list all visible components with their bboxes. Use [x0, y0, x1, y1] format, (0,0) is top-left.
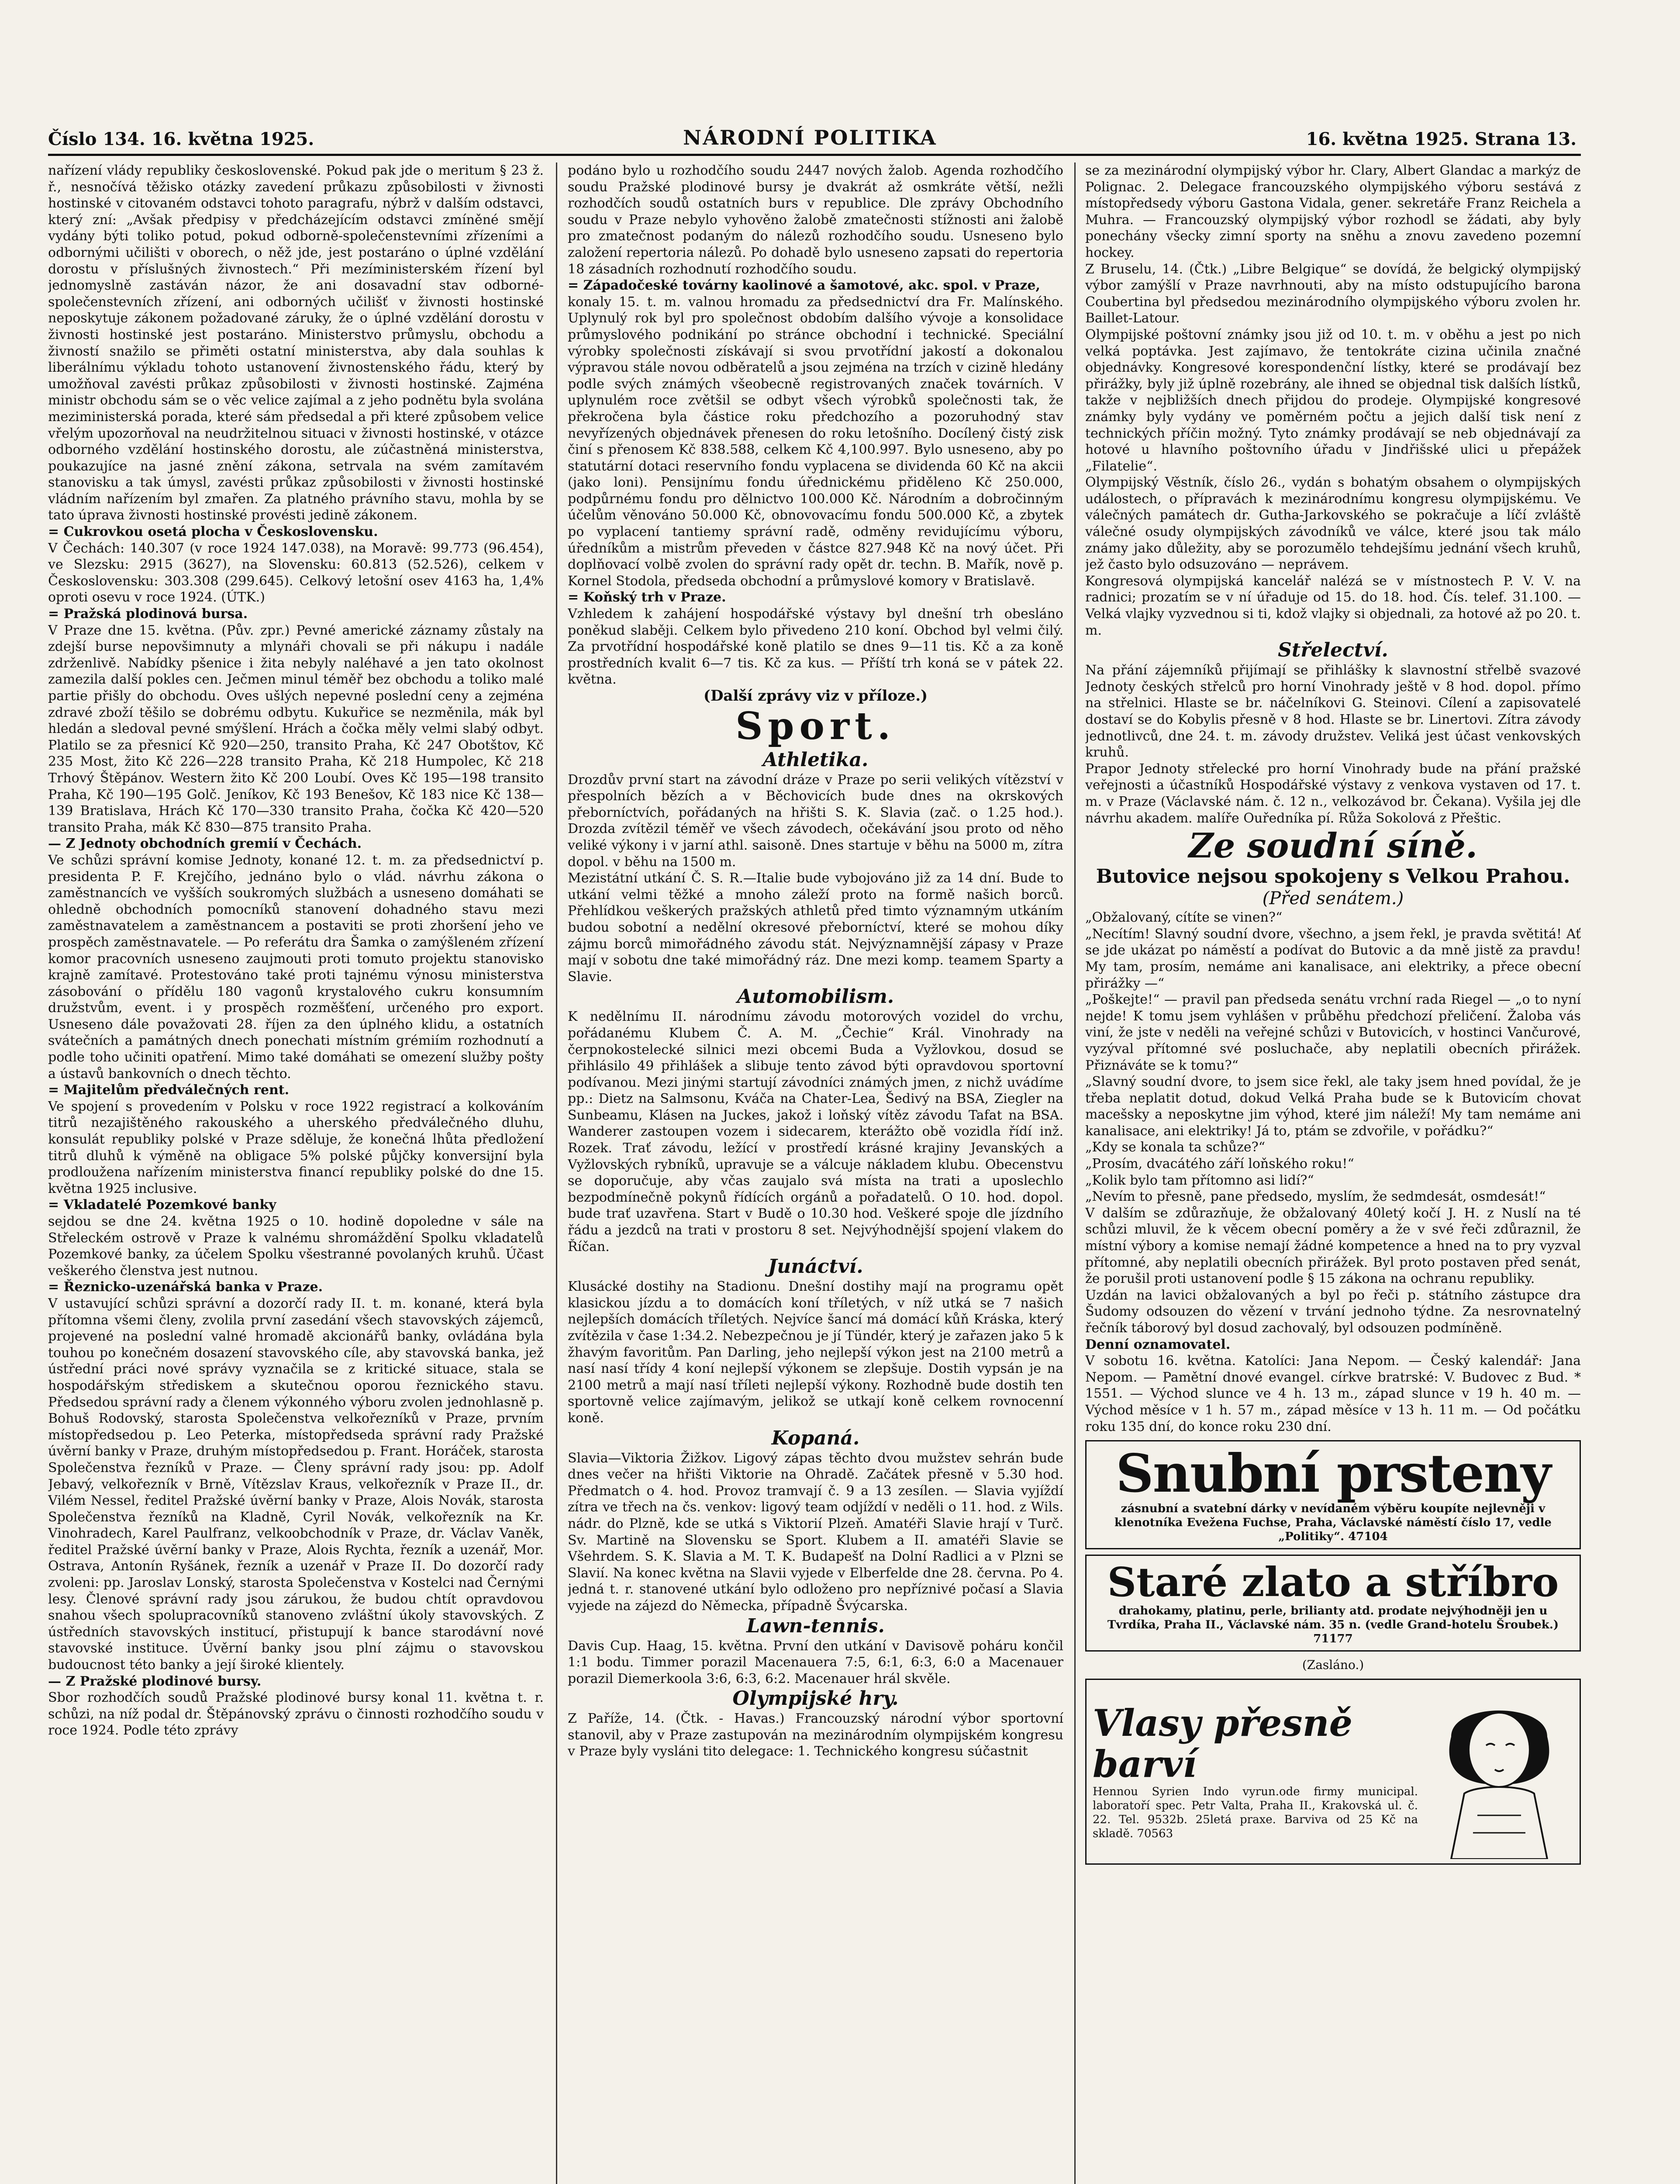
ad-old-gold — [1085, 1555, 1581, 1652]
article-paragraph: „Kdy se konala ta schůze?“ — [1085, 1140, 1266, 1155]
article-paragraph: Ve spojení s provedením v Polsku v roce 1922 registrací a kolkováním titrů nezajištěného rakouského a uherského předválečného dluhu, konsulát republiky polské v Praze sděluje, že konečná lhůta předložení titrů dluhů k výměně na obligace 5% polské půjčky konversijní byla prodloužena nařízením ministerstva financí republiky polské do dne 15. května 1925 inclusive. — [48, 1099, 544, 1196]
article-paragraph: „Necítím! Slavný soudní dvore, všechno, a jsem řekl, je pravda světitá! Ať se jde ukázat po náměstí a podívat do Butovic a da mně jistě za pravdu! My tam, prosím, nemáme ani kanalisace, ani elektriky, a přece obecní přirážky —“ — [1085, 926, 1581, 991]
article-sub: Junáctví. — [768, 1255, 863, 1278]
article-h: = Západočeské továrny kaolinové a šamotové, akc. spol. v Praze, — [568, 278, 1040, 294]
article-paragraph: Olympijský Věstník, číslo 26., vydán s bohatým obsahem o olympijských událostech, o přípravách k mezinárodnímu kongresu olympijskému. Ve válečných památech dr. Gutha-Jarkovského se pokračuje a líčí zvláště válečné osudy olympijských závodníků ve válce, které jsou tak málo známy jako důležity, aby se porozumělo tehdejšímu jednání všech kruhů, jež často bylo odsuzováno — neprávem. — [1085, 475, 1581, 573]
article-paragraph: Vzhledem k zahájení hospodářské výstavy byl dnešní trh obesláno poněkud slaběji. Celkem bylo přivedeno 210 koní. Obchod byl velmi čilý. Za prvotřídní hospodářské koně platilo se dnes 9—11 tis. Kč a za koně prostředních kvalit 6—7 tis. Kč za kus. — Příští trh koná se v pátek 22. května. — [568, 606, 1063, 688]
article-sub: Athletika. — [762, 748, 869, 771]
article-paragraph: Olympijské poštovní známky jsou již od 10. t. m. v oběhu a jest po nich velká poptávka. Jest zajímavo, že tentokráte cizina učinila značné objednávky. Kongresové korespondenční lístky, které se prodávají bez přirážky, byly již úplně rozebrány, ale ihned se objednal tisk dalších lístků, takže v nejbližších dnech přijdou do prodeje. Olympijské kongresové známky byly vydány ve poměrném počtu a jejich další tisk není z technických příčin možný. Tyto známky prodávají se neb objednávají za hotové u hlavního poštovního úřadu v Jindřišské ulici u přepážek „Filatelie“. — [1085, 327, 1581, 474]
woman-illustration-icon — [1425, 1684, 1573, 1859]
article-sub: Střelectví. — [1278, 639, 1388, 662]
article-paragraph: V Čechách: 140.307 (v roce 1924 147.038), na Moravě: 99.773 (96.454), ve Slezsku: 2915 (3627), na Slovensku: 60.813 (52.526), celkem v Československu: 303.308 (299.645). Celkový letošní osev 4163 ha, 1,4% oproti osevu v roce 1924. (ÚTK.) — [48, 540, 544, 605]
column-1 — [48, 162, 544, 2184]
article-paragraph: Z Bruselu, 14. (Čtk.) „Libre Belgique“ se dovídá, že belgický olympijský výbor zamýšlí v Praze navrhnouti, aby na místo odstupujícího barona Coubertina byl předsedou mezinárodního olympijského výboru zvolen hr. Baillet-Latour. — [1085, 261, 1581, 326]
article-h: = Vkladatelé Pozemkové banky — [48, 1197, 276, 1213]
article-sub: Olympijské hry. — [732, 1687, 899, 1710]
header-rule — [48, 154, 1581, 156]
article-paragraph: Mezistátní utkání Č. S. R.—Italie bude vybojováno již za 14 dní. Bude to utkání velmi těžké a mnoho záleží proto na formě našich borců. Přehlídkou veškerých pražských athletů před timto významným utkáním budou sobotní a nedělní okresové přeborníctví, které se mohou díky zájmu borců mimořádného závodu stát. Nejvýznamnější zápasy v Praze mají v sobotu dne také mimořádný ráz. Dne mezi komp. teamem Sparty a Slavie. — [568, 871, 1063, 985]
ad-hair-text-block — [1093, 1703, 1418, 1841]
ad-rings-text: zásnubní a svatební dárky v nevídaném výběru koupíte nejlevněji v klenotníka Eveženа Fuchse, Praha, Václavské náměstí číslo 17, vedle „Politiky“. 47104 — [1114, 1502, 1552, 1544]
column-3-text — [1085, 162, 1581, 1435]
article-h: = Cukrovkou osetá plocha v Československu. — [48, 524, 378, 540]
article-paragraph: Uzdán na lavici obžalovaných a byl po řeči p. státního zástupce dra Šudomy odsouzen do vězení v trvání jednoho týdne. Za nesrovnatelný řečník táborový byl dosud zachovalý, byl odsouzen podmíněně. — [1085, 1287, 1581, 1336]
article-paragraph: „Poškejte!“ — pravil pan předseda senátu vrchní rada Riegel — „o to nyní nejde! K tomu jsem vyhlášen v průběhu předchozí přeličení. Žaloba vás viní, že jste v neděli na veřejné schůzi v Butovicích, v hostinci Vančurové, vyzýval přítomné své posluchače, aby neplatili obecních přirážek. Přiznáváte se k tomu?“ — [1085, 992, 1581, 1073]
article-paragraph: „Kolik bylo tam přítomno asi lidí?“ — [1085, 1172, 1314, 1188]
article-paragraph: „Obžalovaný, cítíte se vinen?“ — [1085, 910, 1283, 926]
article-paragraph: V Praze dne 15. května. (Pův. zpr.) Pevné americké záznamy zůstaly na zdejší burse nepovšimnuty a mlynáři chovali se při nákupu i nadále zdrženlivě. Nabídky pšenice i žita nebyly naléhavé a jen tato okolnost zamezila další pokles cen. Ječmen minul téměř bez obchodu a toliko malé partie přišly do obchodu. Oves ušlých nepevné poslední ceny a zejména zdravé zboží těšilo se dobrému odbytu. Kukuřice se nezměnila, mák byl hledán a sledoval pevné smýšlení. Hrách a čočka měly velmi slabý odbyt. Platilo se za přesnicí Kč 920—250, transito Praha, Kč 247 Obotštov, Kč 235 Most, žito Kč 226—228 transito Praha, Kč 218 Humpolec, Kč 218 Trhový Štěpánov. Western žito Kč 200 Loubí. Oves Kč 195—198 transito Praha, Kč 190—195 Golč. Jeníkov, Kč 193 Benešov, Kč 183 nice Kč 138—139 Bratislava, Hrách Kč 170—330 transito Praha, čočka Kč 420—520 transito Praha, mák Kč 830—875 transito Praha. — [48, 622, 544, 835]
article-sub: Automobilism. — [737, 985, 894, 1008]
article-note: (Další zprávy viz v příloze.) — [703, 687, 928, 705]
article-paragraph: Ve schůzi správní komise Jednoty, konané 12. t. m. za předsednictví p. presidenta P. F. Krejčího, jednáno bylo o vlád. návrhu zákona o zaměstnancích ve vyšších soukromých službách a usneseno domáhati se ohledně obchodních pomocníků stanovení dohadného stavu mezi zaměstnavatelem a zaměstnancem a postaviti se proti zhoršení jeho ve prospěch zaměstnavatele. — Po referátu dra Šamka o zamýšleném zřízení komor pracovních usneseno zaujmouti proti tomuto projektu stanovisko krajně zamítavé. Protestováno také proti tajnému výnosu ministerstva zásobování o přídělu 180 vagonů krystalového cukru konsumním družstvům, event. i y prospěch rozměšťení, určeného pro export. Usneseno dále považovati 28. říjen za den úplného klidu, a ostatních svátečních a památných dnech ponechati místním grémiím rozhodnutí a podle toho učiniti opatření. Mimo také domáhati se omezení služby pošty a ústavů bankovních o dnech těchto. — [48, 852, 544, 1082]
article-paragraph: se za mezinárodní olympijský výbor hr. Clary, Albert Glandac a markýz de Polignac. 2. Delegace francouzského olympijského výboru sestává z místopředsedy výboru Gastona Vidala, gener. sekretáře Franz Reichela a Muhra. — Francouzský olympijský výbor rozhodl se žádati, aby byly ponechány všecky zimní sporty na sněhu a znovu zavedeno pozemní hockey. — [1085, 163, 1581, 260]
column-divider — [1074, 162, 1076, 2184]
column-divider — [556, 162, 557, 2184]
article-paragraph: „Slavný soudní dvore, to jsem sice řekl, ale taky jsem hned povídal, že je třeba neplatit dotud, dokud Velká Praha bude se k Butovicím chovat macešsky a neposkytne jim výhod, které jim náleží! My tam nemáme ani kanalisace, ani elektriky! Já to, ptám se zdvořile, v pořádku?“ — [1085, 1074, 1581, 1139]
article-h: = Pražská plodinová bursa. — [48, 606, 248, 622]
article-h: Denní oznamovatel. — [1085, 1337, 1231, 1352]
ad-hair-title: Vlasy přesně barví — [1093, 1701, 1353, 1786]
article-paragraph: Klusácké dostihy na Stadionu. Dnešní dostihy mají na programu opět klasickou jízdu a to domácích koní tříletých, v níž utká se 7 našich nejlepších domácích tříletých. Nejvíce šancí má domácí kůň Kráska, který zvítězila v čase 1:34.2. Nebezpečnou je jí Tündér, který je zařazen jako 5 k žhavým favoritům. Pan Darling, jeho nejlepší výkon jest na 2100 metrů a nasí nasí třídy 4 koní nejlepší výkonem se zlepšuje. Dostih vypsán je na 2100 metrů a mají nasí tříleti nejlepší výkony. Rozhodně bude dostih ten sportovně velice zajímavým, jelikož se utkají koně celkem rovnocenní koně. — [568, 1279, 1063, 1426]
article-paragraph: K nedělnímu II. národnímu závodu motorových vozidel do vrchu, pořádanému Klubem Č. A. M. „Čechie“ Král. Vinohrady na čerpnokostelecké silnici mezi obcemi Buda a Vyžlovkou, dosud se přihlásilo 49 přihlášek a slibuje tento závod býti opravdovou sportovní podívanou. Mezi jinými startují závodníci známých jmen, z nichž uvádíme pp.: Dietz na Salmsonu, Kváča na Chater-Lea, Šedivý na BSA, Ziegler na Sunbeamu, Klásen na Juckes, jakož i loňský vítěz závodu Tafat na BSA. Wanderer zastoupen vozem i sidecarem, kterážto obě vozidla řídí inž. Rozek. Trať závodu, ležící v prostředí krásné krajiny Jevanských a Vyžlovských rybníků, upravuje se a válcuje nákladem klubu. Obecenstvu se doporučuje, aby včas zaujalo svá místa na trati a uposlechlo bezpodmínečně pokynů řídících orgánů a pořadatelů. O 10. hod. dopol. bude trať uzavřena. Start v Budě o 10.30 hod. Veškeré spoje dle jízdního řádu a jezdců na trati v prostoru 8 set. Nejvýhodnější spojení vlakem do Říčan. — [568, 1009, 1063, 1254]
article-paragraph: konaly 15. t. m. valnou hromadu za předsednictví dra Fr. Malínského. Uplynulý rok byl pro společnost obdobím dalšího vývoje a konsolidace průmyslového podnikání po stránce obchodní i technické. Speciální výrobky společnosti získávají si svou prvotřídní jakostí a dokonalou výpravou stále novou odběratelů a jsou zejména na trzích v cizině hledány podle svých známých všeobecně registrovaných značek továrních. V uplynulém roce zvětšil se odbyt všech výrobků společnosti tak, že překročena byla částice roku předchozího a pozoruhodný stav nevyřízených objednávek přenesen do roku letošního. Docílený čistý zisk činí s přenosem Kč 838.588, celkem Kč 4,100.997. Bylo usneseno, aby po statutární dotaci reservního fondu vyplacena se dividenda 60 Kč na akcii (jako loni). Pensijnímu fondu úřednickému přiděleno Kč 250.000, podpůrnému fondu pro dělnictvo 100.000 Kč. Národním a dobročinným účelům věnováno 50.000 Kč, obnovovacímu fondu 500.000 Kč, a zbytek po vyplacení tantiemy správní radě, odměny revidujícímu výboru, úředníkům a mistrům převeden v částce 827.948 Kč na nový účet. Při doplňovací volbě zvolen do správní rady opět dr. techn. B. Mařík, nově p. Kornel Stodola, předseda obchodní a průmyslové komory v Bratislavě. — [568, 294, 1063, 589]
article-paragraph: nařízení vlády republiky československé. Pokud pak jde o meritum § 23 ž. ř., nesnočívá těžisko otázky zavedení průkazu způsobilosti v živnosti hostinské v citovaném odstavci tohoto paragrafu, nýbrž v dalším odstavci, který zní: „Avšak předpisy v předcházejícím odstavci zmíněné smějí vydány býti toliko potud, pokud odborně-společenstevními zřízeními a odbornými učilišti v oborech, o něž jde, jest postaráno o úplné vzdělání dorostu v příslušných živnostech.“ Při mezíministerském řízení byl jednomyslně zastáván názor, že ani dosavadní stav odborné-společenstevních zřízení, ani odborných učilišť v živnosti hostinské neposkytuje zákonem požadované záruky, že o úplné vzdělání dorostu v živnosti hostinské jest postaráno. Ministerstvo průmyslu, obchodu a živností snažilo se přiměti ostatní ministerstva, aby dala souhlas k liberálnímu výkladu tohoto ustanovení živnostenského řádu, který by umožňoval zavésti průkaz způsobilosti v živnosti hostinské. Zajména ministr obchodu sám se o věc velice zajímal a z jeho podnětu byla svolána meziministerská porada, které sám předsedal a při které způsobem velice vřelým upozorňoval na neudržitelnou situaci v živnosti hostinské, v otázce odborného vzdělání hostinského dorostu, ale zúčastněná ministerstva, poukazujíce na jasné znění zákona, setrvala na svém zamítavém stanovisku a tak úmysl, zavésti průkaz způsobilosti v živnosti hostinské vládním nařízením byl zmařen. Za platného právního stavu, mohla by se tato úprava živnosti hostinské provésti jedině zákonem. — [48, 163, 544, 523]
article-sub: Kopaná. — [771, 1427, 860, 1449]
ad-gold-text: drahokamy, platinu, perle, briliantу atd. prodate nejvýhodněji jen u Tvrdíka, Praha II., Václavské nám. 35 n. (vedle Grand-hotelu Šroubek.) 71177 — [1107, 1604, 1559, 1646]
article-paragraph: Z Paříže, 14. (Čtk. - Havas.) Francouzský národní výbor sportovní stanovil, aby v Praze zastupován na mezinárodním olympijském kongresu v Praze byly vysláni tito delegace: 1. Technického kongresu súčastnit — [568, 1711, 1063, 1759]
article-h: — Z Pražské plodinové bursy. — [48, 1673, 262, 1689]
article-paragraph: Na přání zájemníků přijímají se přihlášky k slavnostní střelbě svazové Jednoty českých střelců pro horní Vinohrady ještě v 8 hod. dopol. přímo na střelnici. Hlaste se br. náčelníkovi G. Steinovi. Cílení a zapisovatelé dostaví se do Kobylis přesně v 8 hod. Hlaste se br. Linertovi. Zítra závody jednotlivců, dne 24. t. m. závody družstev. Veliká jest účast venkovských kruhů. — [1085, 663, 1581, 760]
column-3 — [1085, 162, 1581, 2184]
article-paragraph: V ustavující schůzi správní a dozorčí rady II. t. m. konané, která byla přítomna všemi členy, zvolila první zasedání všech stavovských zájemců, projevené na poslední valné hromadě akcionářů banky, ovládána byla touhou po konečném dosazení stavovského cíle, aby stavovská banka, jež ústřední práci nové správy vyznačila se z kritické situace, stala se hospodářským střediskem a skutečnou oporou řeznického stavu. Předsedou správní rady a členem výkonného výboru zvolen jednohlasně p. Bohuš Rodovský, starosta Společenstva velkořezníků v Praze, prvním místopředsedou p. Leo Peterka, místopředseda správní rady Pražské úvěrní banky v Praze, druhým místopředsedou p. Frant. Horáček, starosta Společenstva řezníků v Praze. — Členy správní rady jsou: pp. Adolf Jebavý, velkořezník v Brně, Vítězslav Kraus, velkořezník v Praze II., dr. Vilém Nessel, ředitel Pražské úvěrní banky v Praze, Alois Novák, starosta Společenstva řezníků na Kladně, Cyril Novák, velkořezník na Kr. Vinohradech, Karel Paulfranz, velkoobchodník v Praze, dr. Václav Vaněk, ředitel Pražské úvěrní banky v Praze, Alois Rychta, řezník a uzenář, Mor. Ostrava, Antonín Ryšánek, řezník a uzenář v Praze II. Do dozorčí rady zvoleni: pp. Jaroslav Lonský, starosta Společenstva v Kostelci nad Černými lesy. Členové správní rady jsou zárukou, že budou chtít opravdovou snahou všech spolupracovníků stanoveno zvláštní úkoly stavovských. Z ústředních stavovských institucí, přistupují k bance starodávní nové stavovské instituce. Úvěrní banky jsou plní zájmu o stavovskou budoucnost této banky a její široké klientely. — [48, 1296, 544, 1673]
sent-in-note: (Zasláno.) — [1302, 1658, 1364, 1673]
article-paragraph: V sobotu 16. května. Katolíci: Jana Nepom. — Český kalendář: Jana Nepom. — Pamětní dnové evangel. církve bratrské: V. Budovec z Bud. * 1551. — Východ slunce ve 4 h. 13 m., západ slunce v 19 h. 40 m. — Východ měsíce v 1 h. 57 m., západ měsíce v 13 h. 11 m. — Od počátku roku 135 dní, do konce roku 230 dní. — [1085, 1353, 1581, 1434]
article-paragraph: Drozdův první start na závodní dráze v Praze po serii velikých vítězství v přespolních bězích a v Běchovicích bude dnes na okrskových přeborníctvích, pořádaných na hřišti S. K. Slavia (zač. o 1.25 hod.). Drozda zvítězil téměř ve všech závodech, očekávání jsou proto od něho veliké výkony i v jarní athl. saisoně. Dnes startuje v běhu na 5000 m, zítra dopol. v běhu na 1500 m. — [568, 772, 1063, 870]
article-h: = Koňský trh v Praze. — [568, 590, 726, 605]
ad-wedding-rings — [1085, 1440, 1581, 1549]
ad-gold-title: Staré zlato a stříbro — [1107, 1559, 1559, 1606]
article-court-sub2: (Před senátem.) — [1262, 888, 1404, 909]
ad-rings-title: Snubní prsteny — [1115, 1443, 1551, 1505]
article-h: = Majitelům předválečných rent. — [48, 1082, 290, 1098]
article-paragraph: Kongresová olympijská kancelář nalézá se v místnostech P. V. V. na radnici; prozatím se v ní úřaduje od 15. do 18. hod. Čís. telef. 31.100. — Velká vlajky vyzvednou si ti, kdož vlajky si objednali, za hotové až po 20. t. m. — [1085, 573, 1581, 638]
article-court: Ze soudní síně. — [1188, 826, 1478, 866]
article-paragraph: „Prosím, dvacátého září loňského roku!“ — [1085, 1156, 1354, 1172]
article-h: = Řeznicko-uzenářská banka v Praze. — [48, 1279, 323, 1295]
column-2 — [568, 162, 1063, 2184]
masthead — [48, 123, 1577, 149]
article-paragraph: Davis Cup. Haag, 15. května. První den utkání v Davisově poháru končil 1:1 bodu. Timmer porazil Macenauera 7:5, 6:1, 6:3, 6:0 a Macenauer porazil Diemerkoola 3:6, 6:3, 6:2. Macenauer hrál skvěle. — [568, 1638, 1063, 1686]
article-paragraph: sejdou se dne 24. května 1925 o 10. hodině dopoledne v sále na Střeleckém ostrově v Praze k valnému shromáždění Spolku vkladatelů Pozemkové banky, za účelem Spolku všestranné povolaných kruhů. Účast veškerého členstva jest nutnou. — [48, 1214, 544, 1279]
article-paragraph: podáno bylo u rozhodčího soudu 2447 nových žalob. Agenda rozhodčího soudu Pražské plodinové bursy je dvakrát až osmkráte větší, nežli rozhodčích soudů ostatních burs v republice. Dle zprávy Obchodního soudu v Praze nebylo vyhověno žalobě zmatečnosti stížnosti ani žalobě pro zmatečnost podaným do nálezů rozhodčího soudu. Usneseno bylo založení repertoria nálezů. Po dohadě bylo usneseno zapsati do repertoria 18 zásadních rozhodnutí rozhodčího soudu. — [568, 163, 1063, 277]
article-paragraph: Prapor Jednoty střelecké pro horní Vinohrady bude na přání pražské veřejnosti a účastníků Hospodářské výstavy z venkova vystaven od 17. t. m. v Praze (Václavské nám. č. 12 n., velkozávod br. Čekana). Vyšila jej dle návrhu akadem. malíře Ouředníka pí. Růža Sokolová z Přeštic. — [1085, 761, 1581, 826]
article-paragraph: V dalším se zdůrazňuje, že obžalovaný 40letý kočí J. H. z Nuslí na té schůzi mluvil, že k věcem obecní poměry a že v své řeči zdůraznil, že místní výbory a komise nemají žádné kompetence a hned na to pry vyzval přítomné, aby neplatili obecních přirážek. Byl proto postaven před senát, že porušil proti ustanovení podle § 15 zákona na ochranu republiky. — [1085, 1205, 1581, 1287]
ad-hair-dye — [1085, 1679, 1581, 1865]
article-court-sub: Butovice nejsou spokojeny s Velkou Prahou. — [1096, 865, 1570, 888]
issue-number: Číslo 134. 16. května 1925. — [48, 129, 314, 149]
article-sub: Lawn-tennis. — [746, 1614, 885, 1637]
article-paragraph: „Nevím to přesně, pane předsedo, myslím, že sedmdesát, osmdesát!“ — [1085, 1189, 1546, 1205]
article-h: — Z Jednoty obchodních gremií v Čechách. — [48, 836, 362, 852]
article-paragraph: Slavia—Viktoria Žižkov. Ligový zápas těchto dvou mužstev sehrán bude dnes večer na hřišti Viktorie na Ohradě. Začátek přesně v 5.30 hod. Předmatch o 4. hod. Provoz tramvají č. 9 a 13 zesílen. — Slavia vyjíždí zítra ve třech na čs. venkov: ligový team odjíždí v neděli o 11. hod. z Wils. nádr. do Plzně, kde se utká s Viktorií Plzeň. Amatéři Slavie hrají v Turč. Sv. Martině na Slovensku se Sport. Klubem a II. amatéři Slavie se Všehrdem. S. K. Slavia a M. T. K. Budapešť na Dolní Radlici a v Plzni se Slavií. Na konec května na Slavii vyjede v Elberfelde dne 28. června. Po 4. jedná t. r. stanovené utkání bylo odloženo pro nepříznivé počasí a Slavia vyjede na zájezd do Německa, případně Švýcarska. — [568, 1450, 1063, 1614]
article-sect: Sport. — [735, 704, 896, 748]
article-paragraph: Sbor rozhodčích soudů Pražské plodinové bursy konal 11. května t. r. schůzi, na níž podal dr. Štěpánovský zprávu o činnosti rozhodčího soudu v roce 1924. Podle této zprávy — [48, 1690, 544, 1738]
date-page: 16. května 1925. Strana 13. — [1306, 129, 1577, 149]
ad-hair-text: Hennou Syrien Indo vyrun.ode firmy municipal. laboratoří spec. Petr Valta, Praha II., Krakovská ul. č. 22. Tel. 9532b. 25letá praxe. Barviva od 25 Kč na skladě. 70563 — [1093, 1785, 1418, 1840]
paper-title: NÁRODNÍ POLITIKA — [683, 126, 937, 149]
